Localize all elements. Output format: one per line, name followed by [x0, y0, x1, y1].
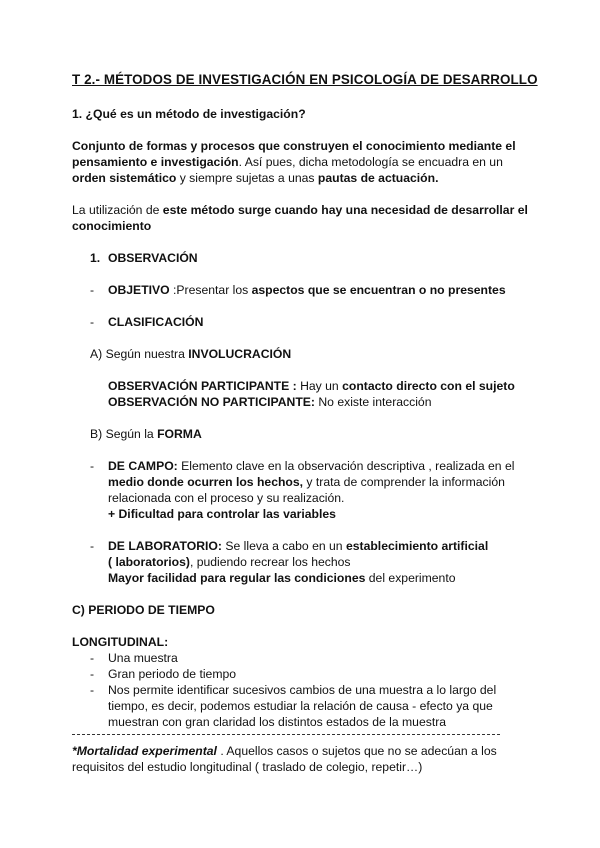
mortalidad-line-1: *Mortalidad experimental . Aquellos casos o sujetos que no se adecúan a los	[72, 744, 497, 758]
objetivo-line: OBJETIVO :Presentar los aspectos que se encuentran o no presentes	[108, 283, 506, 297]
list-number: 1.	[90, 251, 101, 265]
definition-line-1: Conjunto de formas y procesos que construyen el conocimiento mediante el	[72, 139, 516, 153]
forma-heading: B) Según la FORMA	[90, 427, 202, 441]
bullet-dash: -	[90, 283, 95, 297]
no-participante-line: OBSERVACIÓN NO PARTICIPANTE: No existe interacción	[108, 395, 432, 409]
question-heading: 1. ¿Qué es un método de investigación?	[72, 107, 306, 121]
list-item: Una muestra	[108, 651, 178, 665]
bullet-dash: -	[90, 683, 95, 697]
mortalidad-line-2: requisitos del estudio longitudinal ( traslado de colegio, repetir…)	[72, 760, 423, 774]
periodo-heading: C) PERIODO DE TIEMPO	[72, 603, 215, 617]
de-campo-line-4: + Dificultad para controlar las variables	[108, 507, 336, 521]
laboratorio-line-2: ( laboratorios), pudiendo recrear los hechos	[108, 555, 351, 569]
involucracion-heading: A) Según nuestra INVOLUCRACIÓN	[90, 347, 292, 361]
laboratorio-line-1: DE LABORATORIO: Se lleva a cabo en un establecimiento artificial	[108, 539, 489, 553]
definition-line-3: orden sistemático y siempre sujetas a unas pautas de actuación.	[72, 171, 439, 185]
definition-line-2: pensamiento e investigación. Así pues, dicha metodología se encuadra en un	[72, 155, 503, 169]
list-item: Gran periodo de tiempo	[108, 667, 237, 681]
bullet-dash: -	[90, 539, 95, 553]
de-campo-line-1: DE CAMPO: Elemento clave en la observación descriptiva , realizada en el	[108, 459, 515, 473]
dashed-separator	[72, 734, 500, 735]
bullet-dash: -	[90, 667, 95, 681]
bullet-dash: -	[90, 651, 95, 665]
clasificacion-heading: CLASIFICACIÓN	[108, 315, 204, 329]
bullet-dash: -	[90, 459, 95, 473]
longitudinal-heading: LONGITUDINAL:	[72, 635, 169, 649]
laboratorio-line-3: Mayor facilidad para regular las condiciones del experimento	[108, 571, 456, 585]
bullet-dash: -	[90, 315, 95, 329]
list-item: muestran con gran claridad los distintos estados de la muestra	[108, 715, 447, 729]
observacion-heading: OBSERVACIÓN	[108, 251, 198, 265]
utilization-line-2: conocimiento	[72, 219, 152, 233]
list-item: tiempo, es decir, podemos estudiar la relación de causa - efecto ya que	[108, 699, 493, 713]
de-campo-line-2: medio donde ocurren los hechos, y trata de comprender la información	[108, 475, 505, 489]
participante-line: OBSERVACIÓN PARTICIPANTE : Hay un contacto directo con el sujeto	[108, 379, 515, 393]
de-campo-line-3: relacionada con el proceso y su realización.	[108, 491, 345, 505]
page-title: T 2.- MÉTODOS DE INVESTIGACIÓN EN PSICOLOGÍA DE DESARROLLO	[72, 72, 538, 87]
utilization-line-1: La utilización de este método surge cuando hay una necesidad de desarrollar el	[72, 203, 528, 217]
list-item: Nos permite identificar sucesivos cambios de una muestra a lo largo del	[108, 683, 497, 697]
